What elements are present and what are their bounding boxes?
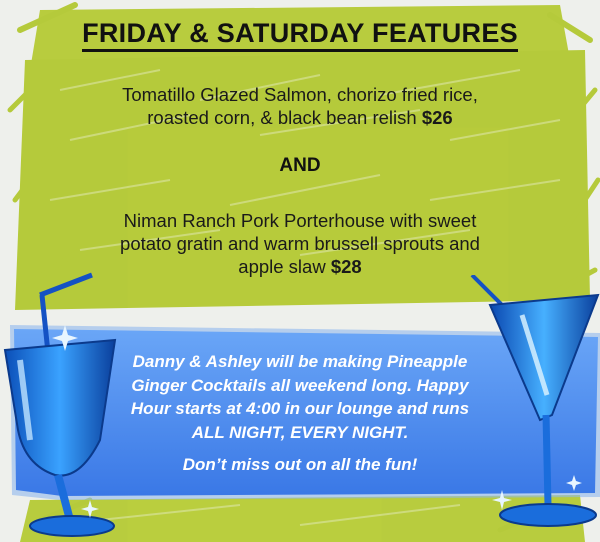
price-pork: $28 [330,256,362,277]
and-separator: AND [279,155,321,176]
price-salmon: $26 [421,107,453,128]
promo-closing: Don’t miss out on all the fun! [182,455,418,474]
cocktail-glass-right-icon [462,275,600,542]
promo-message: Danny & Ashley will be making Pineapple Ginger Cocktails all weekend long. Happy Hour starts at 4:00 in our lounge and runs ALL NIGHT, EVERY NIGHT. Don’t miss out on all the fun! [95,350,505,477]
page-title: FRIDAY & SATURDAY FEATURES [0,18,600,49]
feature-salmon: Tomatillo Glazed Salmon, chorizo fried rice, roasted corn, & black bean relish $26 [122,84,478,128]
feature-pork: Niman Ranch Pork Porterhouse with sweet potato gratin and warm brussell sprouts and apple slaw $28 [120,210,480,277]
cocktail-glass-left-icon [0,270,140,542]
